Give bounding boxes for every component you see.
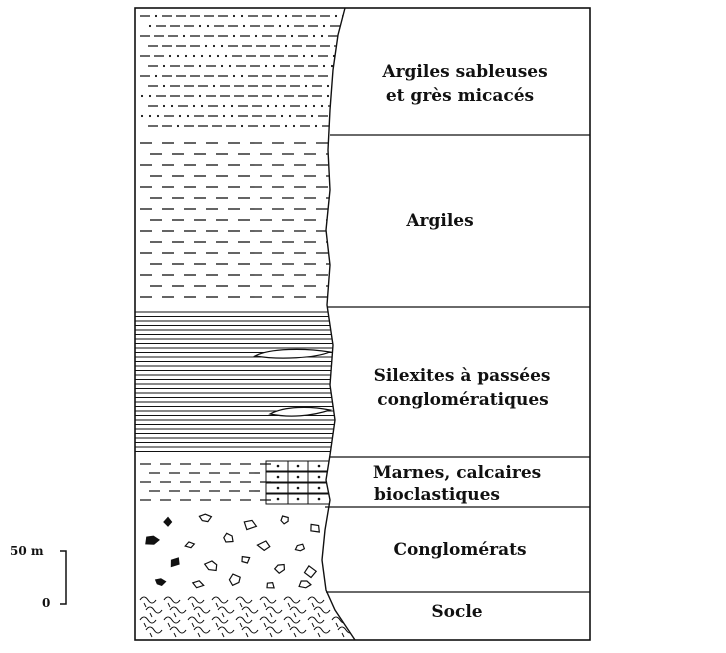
label-argiles: Argiles xyxy=(406,211,474,231)
weathering-profile-line xyxy=(322,8,355,640)
label-silexites: Silexites à passées conglomératiques xyxy=(373,366,551,410)
scale-bar xyxy=(10,544,66,610)
pattern-pebbles xyxy=(146,514,319,588)
pattern-dashes-dots xyxy=(140,15,358,127)
pattern-dashes-bricks xyxy=(140,461,330,504)
scale-bottom-label: 0 xyxy=(42,596,51,610)
label-socle: Socle xyxy=(431,602,483,622)
label-argiles-sableuses: Argiles sableuses et grès micacés xyxy=(382,62,548,106)
pattern-wavy xyxy=(140,597,354,637)
label-conglomerats: Conglomérats xyxy=(393,540,527,560)
pattern-horizontal-lines xyxy=(135,312,350,452)
label-marnes: Marnes, calcaires bioclastiques xyxy=(372,463,542,505)
scale-top-label: 50 m xyxy=(10,544,44,558)
layer-boundaries xyxy=(325,135,590,592)
